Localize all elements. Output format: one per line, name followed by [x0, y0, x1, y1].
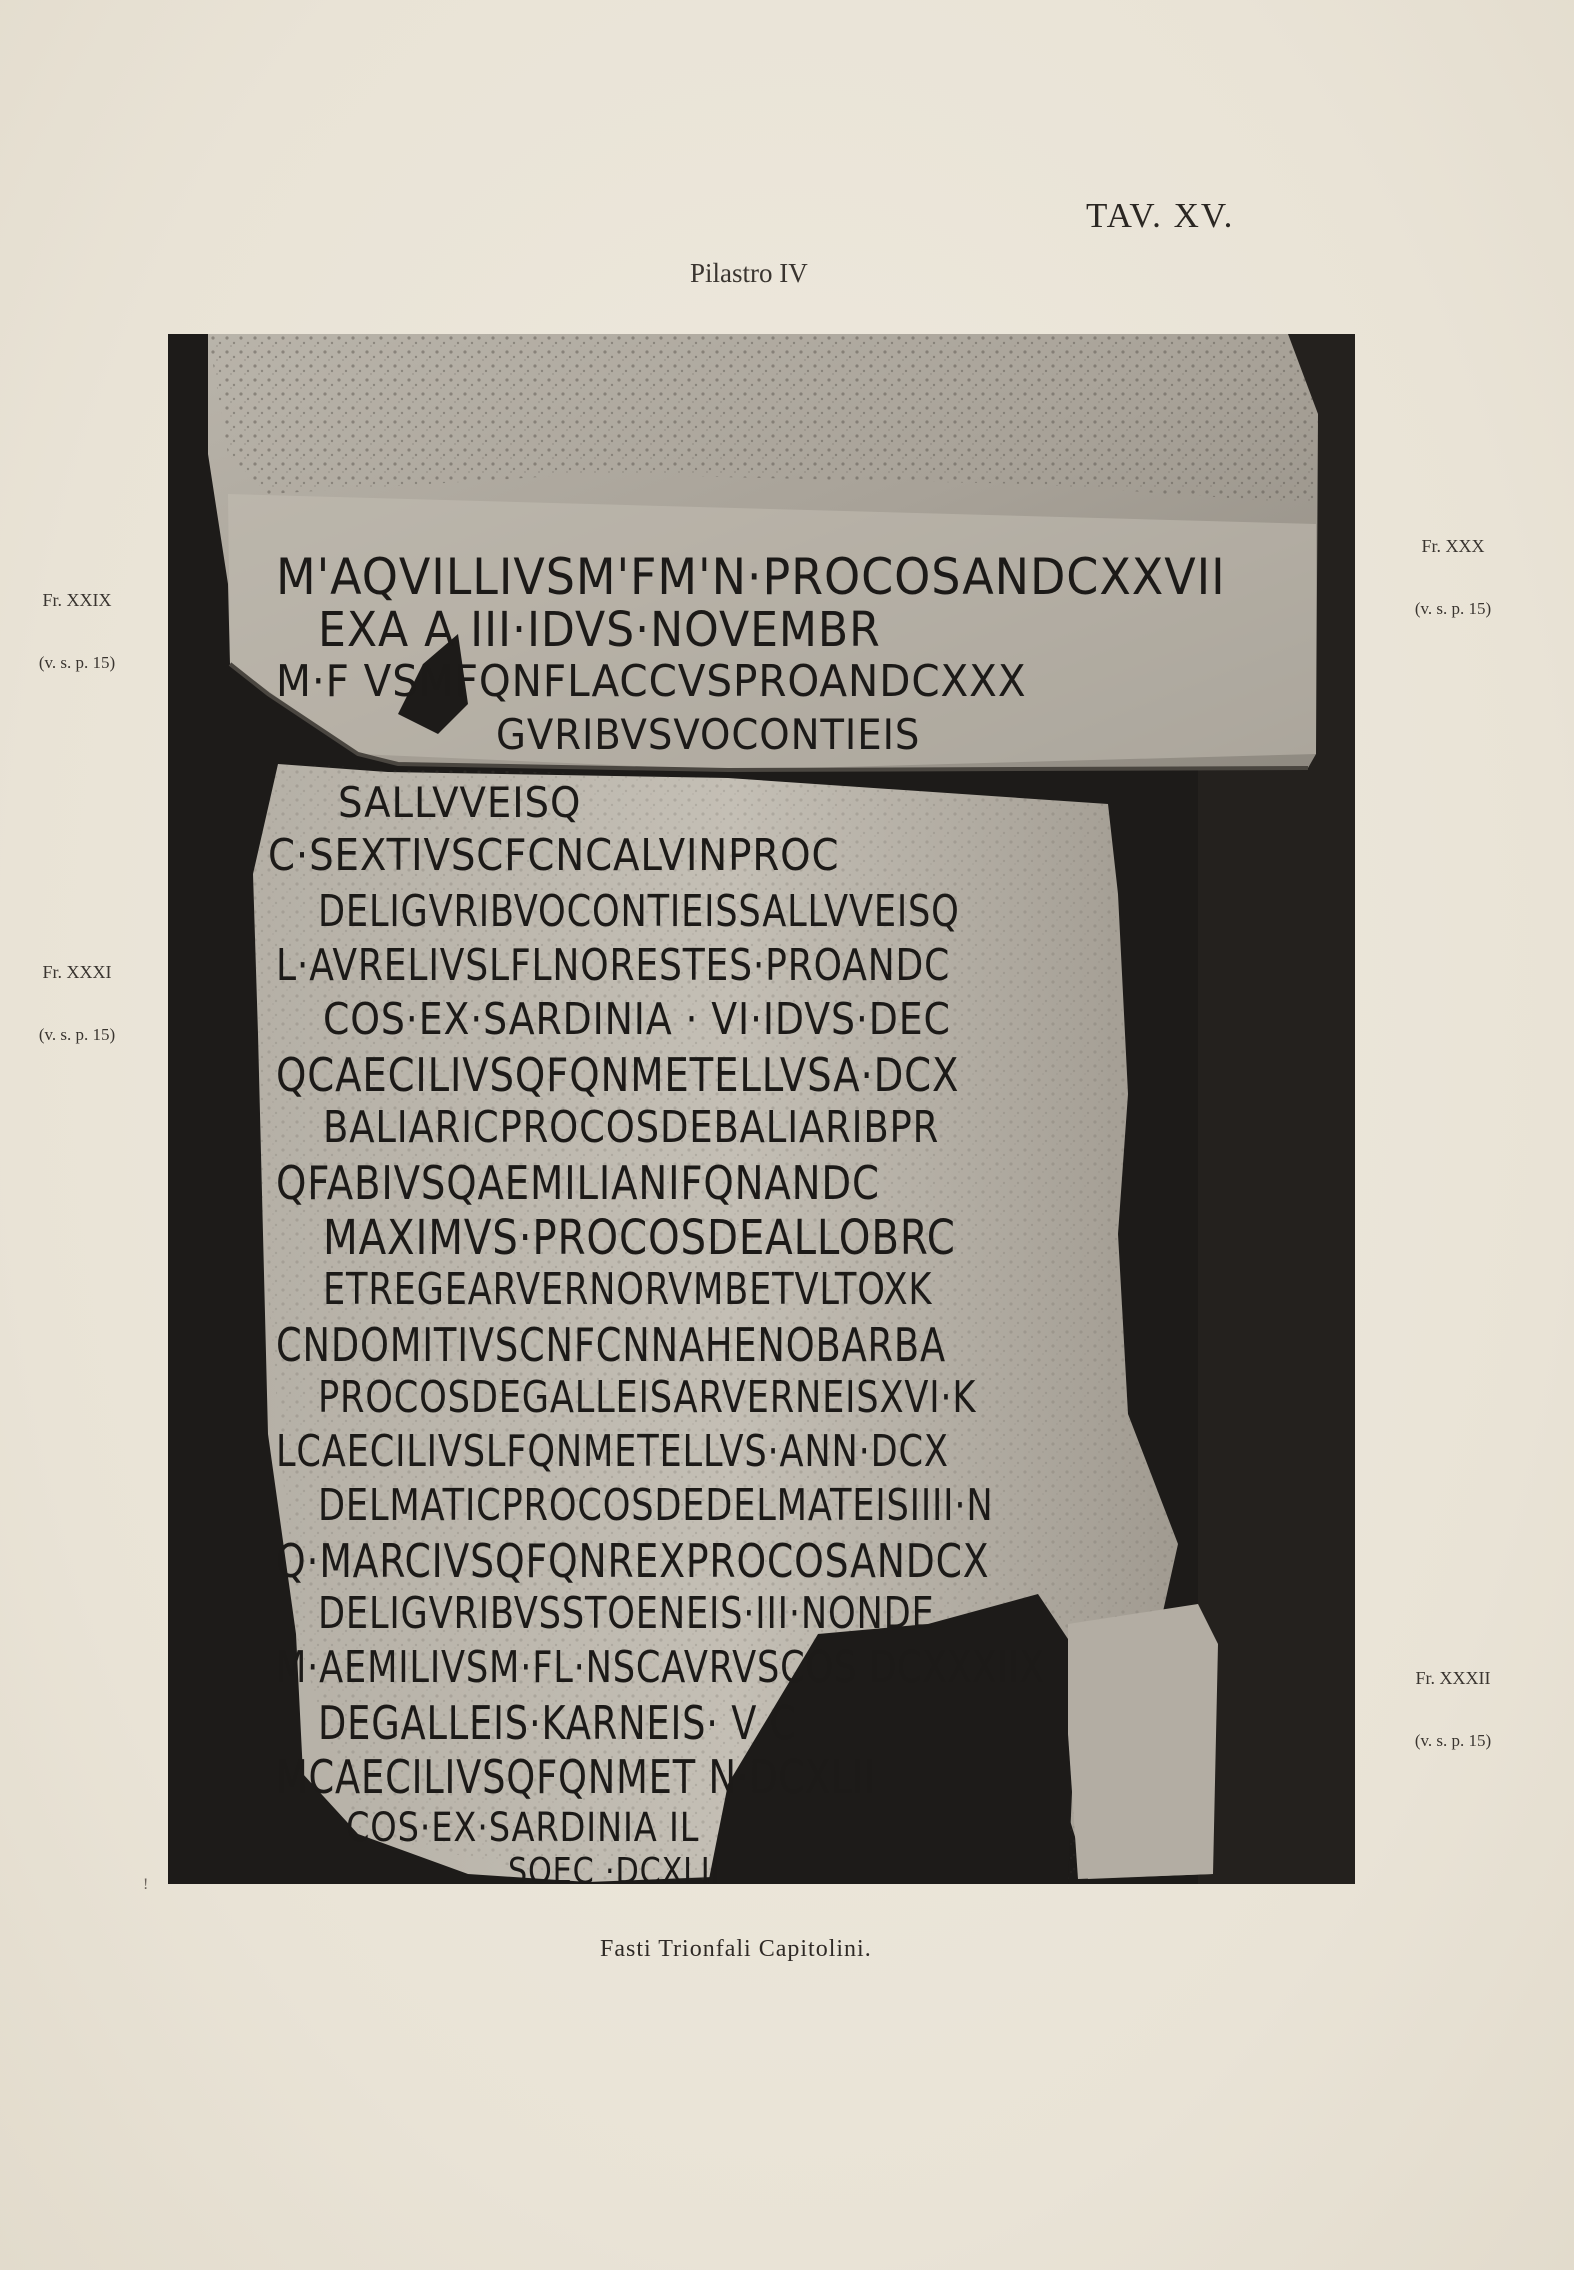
inscription-line: SOEC ·DCXLII [508, 1851, 721, 1884]
inscription-line: LCAECILIVSLFQNMETELLVS·ANN·DCX [276, 1426, 949, 1477]
inscription-line: COS·EX·SARDINIA IL [346, 1805, 700, 1851]
inscription-line: CNDOMITIVSCNFCNNAHENOBARBA [276, 1318, 946, 1372]
plate-number: TAV. XV. [1086, 196, 1235, 235]
inscription-line: M·AEMILIVSM·FL·NSCAVRVSCOS DCXXXIIX [276, 1642, 1045, 1693]
fragment-label-xxxii [1378, 1668, 1528, 1751]
inscription-line: QCAECILIVSQFQNMETELLVSA·DCX [276, 1048, 960, 1102]
plate-heading: Pilastro IV [690, 258, 808, 288]
inscription-line: ETREGEARVERNORVMBETVLTOXK [323, 1264, 933, 1315]
fragment-label-xxx [1378, 536, 1528, 619]
plate-caption: Fasti Trionfali Capitolini. [600, 1936, 872, 1962]
inscription-line: PROCOSDEGALLEISARVERNEISXVI·K [318, 1372, 977, 1423]
inscription-line: COS·EX·SARDINIA · VI·IDVS·DEC [323, 994, 951, 1045]
fragment-label: Fr. XXXII [1415, 1668, 1491, 1688]
inscription-line: Q·MARCIVSQFQNREXPROCOSANDCX [276, 1534, 990, 1588]
inscription-photograph [168, 334, 1355, 1884]
fragment-label: Fr. XXXI [42, 962, 112, 982]
page-mark: ! [143, 1876, 149, 1893]
inscription-line: QFABIVSQAEMILIANIFQNANDC [276, 1156, 880, 1210]
fragment-reference: (v. s. p. 15) [38, 1025, 116, 1044]
inscription-line: DEGALLEIS·KARNEIS· V C [318, 1696, 797, 1750]
inscription-line: DELIGVRIBVOCONTIEISSALLVVEISQ [318, 886, 960, 937]
fragment-label: Fr. XXIX [42, 590, 112, 610]
fragment-reference: (v. s. p. 15) [1414, 1731, 1492, 1750]
inscription-line: DELMATICPROCOSDEDELMATEISIIII·N [318, 1480, 994, 1531]
inscription-line: MCAECILIVSQFQNMET N·DCXLII [276, 1750, 876, 1804]
inscription-line: MAXIMVS·PROCOSDEALLOBRC [323, 1210, 956, 1266]
inscription-line: BALIARICPROCOSDEBALIARIBPR [323, 1102, 940, 1153]
inscription-line: GVRIBVSVOCONTIEIS [496, 710, 921, 759]
inscription-line: SALLVVEISQ [338, 778, 582, 827]
inscription-line: M'AQVILLIVSM'FM'N·PROCOSANDCXXVII [276, 548, 1226, 606]
inscription-line: DELIGVRIBVSSTOENEIS·III·NONDE [318, 1588, 935, 1639]
inscription-line: C·SEXTIVSCFCNCALVINPROC [268, 830, 840, 881]
fragment-reference: (v. s. p. 15) [1414, 599, 1492, 618]
inscription-line: EXA A III·IDVS·NOVEMBR [318, 602, 881, 658]
inscription-line: L·AVRELIVSLFLNORESTES·PROANDC [276, 940, 951, 991]
fragment-label-xxxi [2, 962, 152, 1045]
fragment-reference: (v. s. p. 15) [38, 653, 116, 672]
fragment-label: Fr. XXX [1421, 536, 1485, 556]
stone-fragment-xxxii [1068, 1604, 1218, 1879]
fragment-label-xxix [2, 590, 152, 673]
inscription-line: M·F VSMFQNFLACCVSPROANDCXXX [276, 656, 1027, 707]
